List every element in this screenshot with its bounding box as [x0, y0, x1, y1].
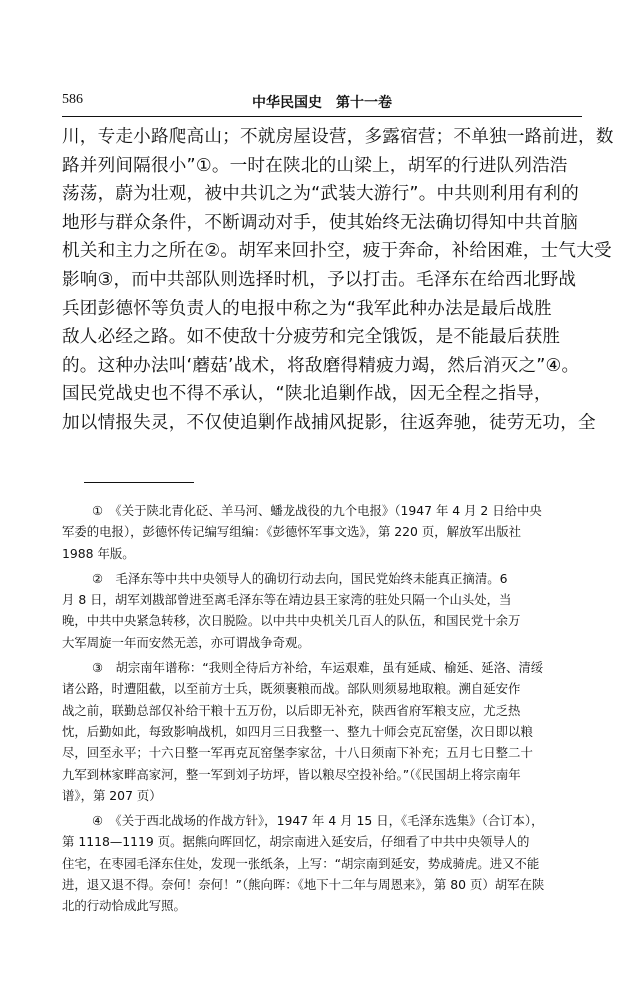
- footnote-2: [62, 568, 584, 653]
- body-line: 的。这种办法叫‘蘑菇’战术，将敌磨得精疲力竭，然后消灭之”④。: [62, 355, 580, 376]
- body-line: 地形与群众条件，不断调动对手，使其始终无法确切得知中共首脑: [62, 212, 579, 233]
- body-line: 机关和主力之所在②。胡军来回扑空，疲于奔命，补给困难，士气大受: [62, 241, 612, 262]
- footnote-line: 晚，中共中央紧急转移，次日脱险。以中共中央机关几百人的队伍，和国民党十余万: [62, 613, 521, 629]
- body-line: 路并列间隔很小”①。一时在陕北的山梁上，胡军的行进队列浩浩: [62, 155, 568, 176]
- footnote-line: ② 毛泽东等中共中央领导人的确切行动去向，国民党始终未能真正摘清。6: [92, 570, 508, 586]
- footnote-separator: [84, 482, 194, 483]
- body-line: 荡荡，蔚为壮观，被中共讥之为“武装大游行”。中共则利用有利的: [62, 184, 579, 205]
- footnote-line: ④ 《关于西北战场的作战方针》，1947 年 4 月 15 日，《毛泽东选集》（合订本），: [92, 813, 544, 829]
- footnote-line: 尽，回至永平；十六日整一军再克瓦窑堡李家岔，十八日须南下补充；五月七日整二十: [62, 745, 533, 761]
- body-line: 兵团彭德怀等负责人的电报中称之为“我军此种办法是最后战胜: [62, 298, 552, 319]
- running-head: 中华民国史 第十一卷: [252, 95, 392, 111]
- footnote-line: 诸公路，时遭阻截，以至前方士兵，既须裹粮而战。部队则须易地取粮。溯自延安作: [62, 681, 521, 697]
- footnote-line: ① 《关于陕北青化砭、羊马河、蟠龙战役的九个电报》（1947 年 4 月 2 日给中央: [92, 503, 542, 518]
- body-line: 川，专走小路爬高山；不就房屋设营，多露宿营；不单独一路前进，数: [62, 127, 614, 147]
- body-text: [62, 123, 614, 438]
- footnote-line: 进，退又退不得。奈何！奈何！”（熊向晖：《地下十二年与周恩来》，第 80 页）胡军在陕: [62, 877, 545, 893]
- footnote-1: [62, 500, 584, 564]
- body-line: 加以情报失灵，不仅使追剿作战捕风捉影，往返奔驰，徒劳无功，全: [62, 412, 596, 433]
- body-line: 敌人必经之路。如不使敌十分疲劳和完全饿饭，是不能最后获胜: [62, 327, 561, 348]
- footnote-line: 住宅，在枣园毛泽东住处，发现一张纸条，上写：“胡宗南到延安，势成骑虎。进又不能: [62, 855, 540, 871]
- footnote-line: 大军周旋一年而安然无恙，亦可谓战争奇观。: [62, 634, 310, 650]
- footnote-line: 第 1118—1119 页。据熊向晖回忆，胡宗南进入延安后，仔细看了中共中央领导人的: [62, 834, 530, 850]
- body-line: 影响③，而中共部队则选择时机，予以打击。毛泽东在给西北野战: [62, 269, 577, 290]
- footnote-line: 忱，后勤如此，每致影响战机，如四月三日我整一、整九十师会克瓦窑堡，次日即以粮: [62, 723, 533, 739]
- footnote-3: [62, 657, 584, 806]
- footnotes: [62, 500, 584, 917]
- footnote-line: 九军到林家畔高家河，整一军到刘子坊坪，皆以粮尽空投补给。”（《民国胡上将宗南年: [62, 766, 521, 782]
- body-line: 国民党战史也不得不承认，“陕北追剿作战，因无全程之指导，: [62, 384, 552, 405]
- footnote-line: 1988 年版。: [62, 545, 135, 561]
- footnote-4: [62, 810, 584, 916]
- footnote-line: 战之前，联勤总部仅补给干粮十五万份，以后即无补充，陕西省府军粮支应，尤乏热: [62, 702, 521, 718]
- page-number: 586: [62, 92, 83, 107]
- footnote-line: 月 8 日，胡军刘戡部曾进至离毛泽东等在靖边县王家湾的驻处只隔一个山头处，当: [62, 592, 512, 608]
- header-rule: [62, 116, 582, 117]
- footnote-line: 军委的电报），彭德怀传记编写组编：《彭德怀军事文选》，第 220 页，解放军出版社: [62, 524, 521, 540]
- footnote-line: 北的行动恰成此写照。: [62, 898, 186, 914]
- footnote-line: 谱》，第 207 页）: [62, 787, 162, 803]
- page-header: [62, 92, 582, 114]
- footnote-line: ③ 胡宗南年谱称：“我则全待后方补给，车运艰难，虽有延咸、榆延、延洛、清绥: [92, 660, 544, 676]
